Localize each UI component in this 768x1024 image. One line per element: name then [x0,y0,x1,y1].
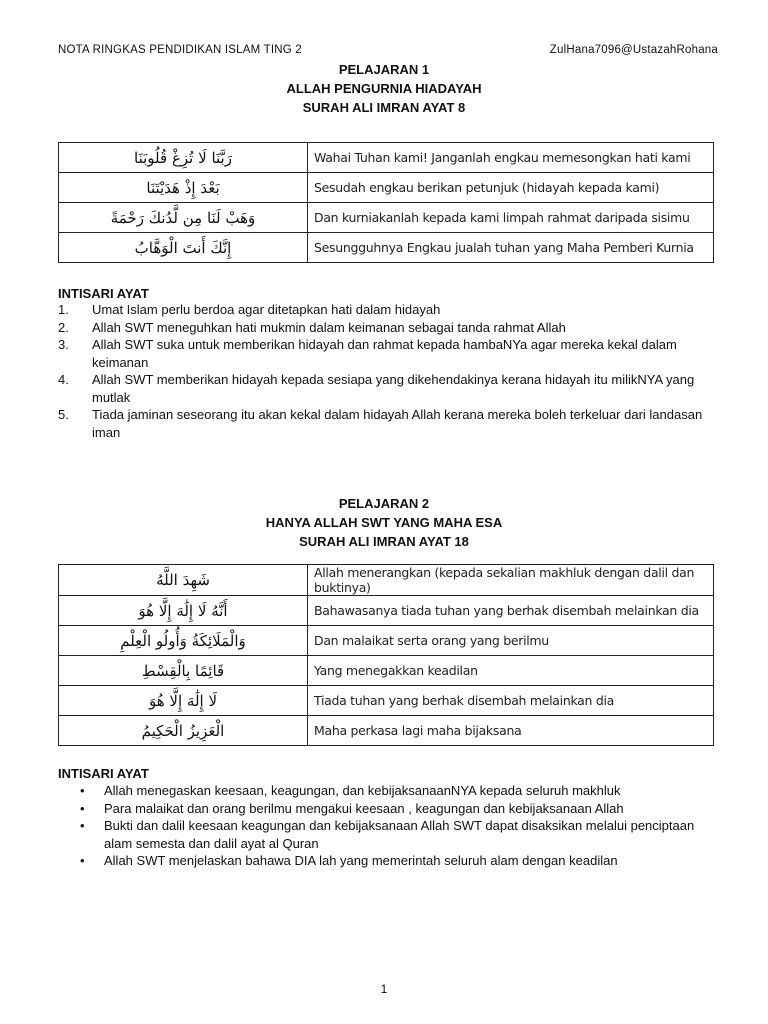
page-number: 1 [380,982,388,996]
list-item [58,319,718,337]
table-row [59,143,714,173]
table-row [59,656,714,686]
arabic-verse: إِنَّكَ أَنتَ الْوَهَّابُ [59,233,308,263]
item-text: Allah SWT suka untuk memberikan hidayah dan rahmat kepada hambaNYa agar mereka kekal dalam keimanan [92,337,677,370]
item-text: Tiada jaminan seseorang itu akan kekal dalam hidayah Allah kerana mereka boleh terkeluar dari landasan iman [92,407,703,440]
lesson2-verse-table [58,564,714,746]
table-row [59,686,714,716]
lesson1-intisari-heading: INTISARI AYAT [58,286,149,301]
translation: Tiada tuhan yang berhak disembah melainkan dia [308,686,714,716]
item-text: Umat Islam perlu berdoa agar ditetapkan hati dalam hidayah [92,302,441,317]
item-text: Allah menegaskan keesaan, keagungan, dan kebijaksanaanNYA kepada seluruh makhluk [104,783,621,798]
item-text: Allah SWT memberikan hidayah kepada sesiapa yang dikehendakinya kerana hidayah itu milikNYA yang mutlak [92,372,695,405]
translation: Sesungguhnya Engkau jualah tuhan yang Maha Pemberi Kurnia [308,233,714,263]
arabic-verse: وَالْمَلَائِكَةُ وَأُولُو الْعِلْمِ [59,626,308,656]
list-item [58,371,718,406]
arabic-verse: لَا إِلَٰهَ إِلَّا هُوَ [59,686,308,716]
item-text: Para malaikat dan orang berilmu mengakui keesaan , keagungan dan kebijaksanaan Allah [104,800,624,816]
item-number: 1. [58,302,69,317]
table-row [59,626,714,656]
lesson2-subtitle: HANYA ALLAH SWT YANG MAHA ESA [265,515,503,530]
bullet-icon: • [80,783,85,798]
lesson1-title-block [0,60,768,117]
item-text: Allah SWT meneguhkan hati mukmin dalam keimanan sebagai tanda rahmat Allah [92,319,566,335]
table-row [59,203,714,233]
translation: Maha perkasa lagi maha bijaksana [308,716,714,746]
lesson2-title-block [0,494,768,551]
lesson1-surah: SURAH ALI IMRAN AYAT 8 [302,100,466,115]
table-row [59,173,714,203]
item-number: 3. [58,337,69,352]
bullet-icon: • [80,818,85,833]
lesson1-verse-table [58,142,714,263]
list-item [58,336,718,371]
lesson2-intisari-heading: INTISARI AYAT [58,766,149,781]
table-row [59,596,714,626]
item-number: 5. [58,407,69,422]
table-row [59,233,714,263]
item-text: Bukti dan dalil keesaan keagungan dan kebijaksanaan Allah SWT dapat disaksikan melalui penciptaan alam semesta dan dalil ayat al Quran [104,818,695,851]
translation: Bahawasanya tiada tuhan yang berhak disembah melainkan dia [308,596,714,626]
item-text: Allah SWT menjelaskan bahawa DIA lah yang memerintah seluruh alam dengan keadilan [104,853,618,868]
table-row [59,565,714,596]
lesson2-surah: SURAH ALI IMRAN AYAT 18 [299,534,469,549]
arabic-verse: قَائِمًا بِالْقِسْطِ [59,656,308,686]
page-header [58,44,718,60]
translation: Allah menerangkan (kepada sekalian makhluk dengan dalil dan buktinya) [308,565,714,596]
list-item [58,817,718,852]
header-author: ZulHana7096@UstazahRohana [549,44,718,56]
translation: Dan kurniakanlah kepada kami limpah rahmat daripada sisimu [308,203,714,233]
arabic-verse: رَبَّنَا لَا تُزِغْ قُلُوبَنَا [59,143,308,173]
arabic-verse: الْعَزِيزُ الْحَكِيمُ [59,716,308,746]
list-item [58,301,718,319]
translation: Wahai Tuhan kami! Janganlah engkau memesongkan hati kami [308,143,714,173]
translation: Yang menegakkan keadilan [308,656,714,686]
arabic-verse: بَعْدَ إِذْ هَدَيْتَنَا [59,173,308,203]
table-row [59,716,714,746]
header-course-title: NOTA RINGKAS PENDIDIKAN ISLAM TING 2 [58,44,302,56]
lesson2-title: PELAJARAN 2 [338,496,430,511]
list-item [58,782,718,800]
lesson1-intisari-list [58,301,718,441]
arabic-verse: وَهَبْ لَنَا مِن لَّدُنكَ رَحْمَةً [59,203,308,233]
list-item [58,800,718,818]
item-number: 2. [58,319,69,335]
translation: Sesudah engkau berikan petunjuk (hidayah kepada kami) [308,173,714,203]
arabic-verse: شَهِدَ اللَّهُ [59,565,308,596]
list-item [58,406,718,441]
item-number: 4. [58,372,69,387]
bullet-icon: • [80,800,85,816]
list-item [58,852,718,870]
arabic-verse: أَنَّهُ لَا إِلَٰهَ إِلَّا هُوَ [59,596,308,626]
lesson1-title: PELAJARAN 1 [338,62,430,77]
bullet-icon: • [80,853,85,868]
lesson2-intisari-list [58,782,718,870]
translation: Dan malaikat serta orang yang berilmu [308,626,714,656]
lesson1-subtitle: ALLAH PENGURNIA HIADAYAH [286,81,482,96]
